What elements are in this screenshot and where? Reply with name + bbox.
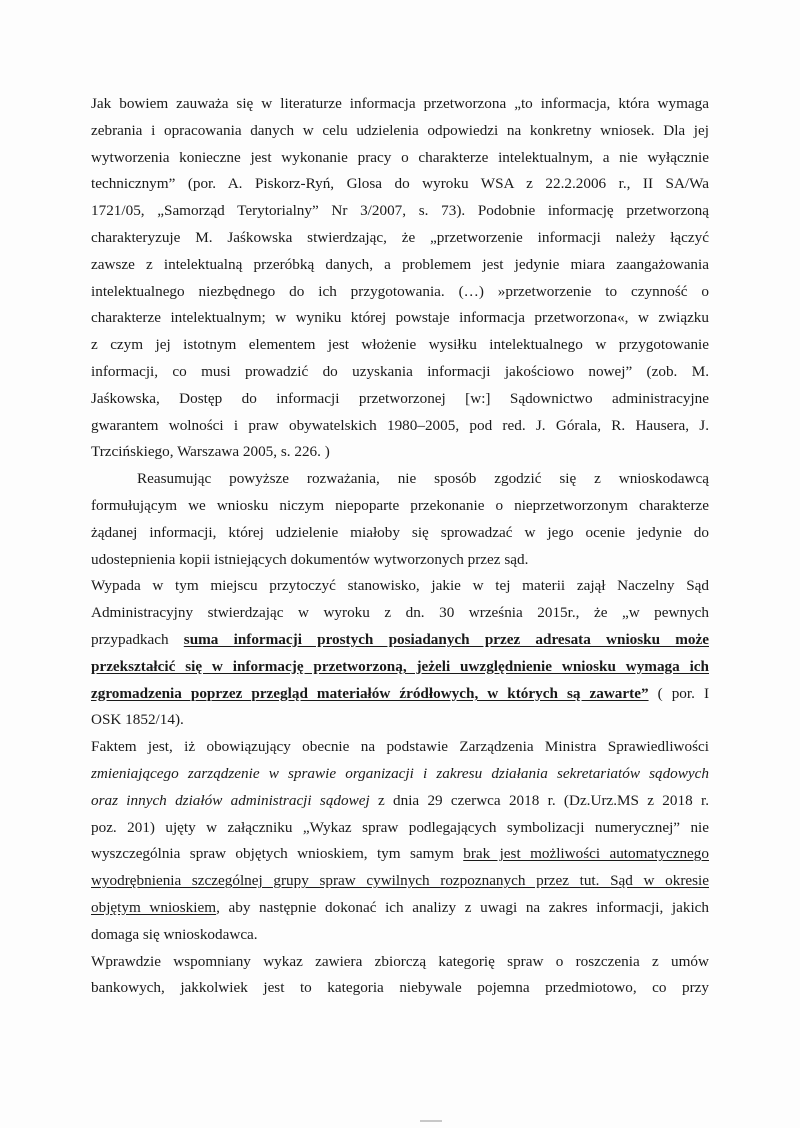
- text-line: bankowych, jakkolwiek jest to kategoria niebywale pojemna przedmiotowo, co przy: [91, 979, 709, 997]
- text-line: technicznym” (por. A. Piskorz-Ryń, Glosa do wyroku WSA z 22.2.2006 r., II SA/Wa: [91, 175, 709, 193]
- text-line: gwarantem wolności i praw obywatelskich 1980–2005, pod red. J. Górala, R. Hausera, J.: [91, 416, 709, 434]
- text-line: zmieniającego zarządzenie w sprawie organizacji i zakresu działania sekretariatów sądowych: [91, 764, 709, 782]
- text-line: [91, 654, 709, 681]
- text-line: zawsze z intelektualną przeróbką danych, a problemem jest jedynie miara zaangażowania: [91, 255, 709, 273]
- text-line: charakterze intelektualnym; w wyniku której powstaje informacja przetworzona«, w związku: [91, 309, 709, 327]
- underlined-segment: wyodrębnienia szczególnej grupy spraw cywilnych rozpoznanych przez tut. Sąd w okresie: [91, 872, 709, 890]
- text-line: z czym jej istotnym elementem jest włożenie wysiłku intelektualnego w przygotowanie: [91, 336, 709, 354]
- paragraph-2: [91, 466, 709, 573]
- text-line: charakteryzuje M. Jaśkowska stwierdzając, że „przetworzenie informacji należy łączyć: [91, 228, 709, 246]
- underlined-segment: objętym wnioskiem: [91, 898, 217, 916]
- text-segment: wyszczególnia spraw objętych wnioskiem, tym samym: [91, 845, 464, 863]
- text-line: [91, 841, 709, 868]
- text-line: Jaśkowska, Dostęp do informacji przetworzonej [w:] Sądownictwo administracyjne: [91, 389, 709, 407]
- text-line: Trzcińskiego, Warszawa 2005, s. 226. ): [91, 443, 330, 461]
- text-segment: , aby następnie dokonać ich analizy z uwagi na zakres informacji, jakich: [216, 898, 709, 916]
- text-line: poz. 201) ujęty w załączniku „Wykaz spraw podlegających symbolizacji numerycznej” nie: [91, 818, 709, 836]
- text-line: [91, 895, 709, 922]
- text-line: informacji, co musi prowadzić do uzyskania informacji jakościowo nowej” (zob. M.: [91, 362, 709, 380]
- text-line: Jak bowiem zauważa się w literaturze informacja przetworzona „to informacja, która wymaga: [91, 95, 709, 112]
- text-line: Wypada w tym miejscu przytoczyć stanowisko, jakie w tej materii zajął Naczelny Sąd: [91, 577, 709, 595]
- emphasized-quote: suma informacji prostych posiadanych przez adresata wniosku może: [183, 630, 709, 648]
- text-segment: ( por. I: [648, 684, 709, 702]
- text-line: Wprawdzie wspomniany wykaz zawiera zbiorczą kategorię spraw o roszczenia z umów: [91, 952, 709, 970]
- text-line: Administracyjny stwierdzając w wyroku z dn. 30 września 2015r., że „w pewnych: [91, 604, 709, 622]
- text-line: wytworzenia konieczne jest wykonanie pracy o charakterze intelektualnym, a nie wyłącznie: [91, 148, 709, 166]
- text-line: domaga się wnioskodawca.: [91, 925, 258, 943]
- paragraph-4: [91, 734, 709, 948]
- emphasized-quote: zgromadzenia poprzez przegląd materiałów źródłowych, w których są zawarte”: [91, 684, 649, 702]
- text-line: [91, 868, 709, 895]
- scan-artifact: [420, 1120, 442, 1122]
- text-line: [91, 788, 709, 815]
- paragraph-5: [91, 949, 709, 1003]
- paragraph-1: [91, 91, 709, 466]
- emphasized-quote: przekształcić się w informację przetworzoną, jeżeli uwzględnienie wniosku wymaga ich: [91, 657, 709, 675]
- document-body: [91, 91, 709, 1002]
- text-line: [91, 681, 709, 708]
- text-line: udostepnienia kopii istniejących dokumentów wytworzonych przez sąd.: [91, 550, 529, 568]
- text-line: Faktem jest, iż obowiązujący obecnie na podstawie Zarządzenia Ministra Sprawiedliwości: [91, 738, 709, 756]
- paragraph-3: [91, 573, 709, 734]
- text-line: formułującym we wniosku niczym niepoparte przekonanie o nieprzetworzonym charakterze: [91, 496, 709, 514]
- italic-segment: oraz innych działów administracji sądowej: [91, 791, 370, 809]
- text-line: [91, 627, 709, 654]
- text-line: OSK 1852/14).: [91, 711, 184, 729]
- text-segment: przypadkach: [91, 630, 184, 648]
- text-line: Reasumując powyższe rozważania, nie sposób zgodzić się z wnioskodawcą: [137, 470, 709, 488]
- text-segment: z dnia 29 czerwca 2018 r. (Dz.Urz.MS z 2018 r.: [369, 791, 709, 809]
- text-line: 1721/05, „Samorząd Terytorialny” Nr 3/2007, s. 73). Podobnie informację przetworzoną: [91, 202, 709, 220]
- underlined-segment: brak jest możliwości automatycznego: [463, 845, 709, 863]
- text-line: intelektualnego niezbędnego do ich przygotowania. (…) »przetworzenie to czynność o: [91, 282, 709, 300]
- text-line: zebrania i opracowania danych w celu udzielenia odpowiedzi na konkretny wniosek. Dla jej: [91, 121, 709, 139]
- text-line: żądanej informacji, której udzielenie miałoby się sprowadzać w jego ocenie jedynie do: [91, 523, 709, 541]
